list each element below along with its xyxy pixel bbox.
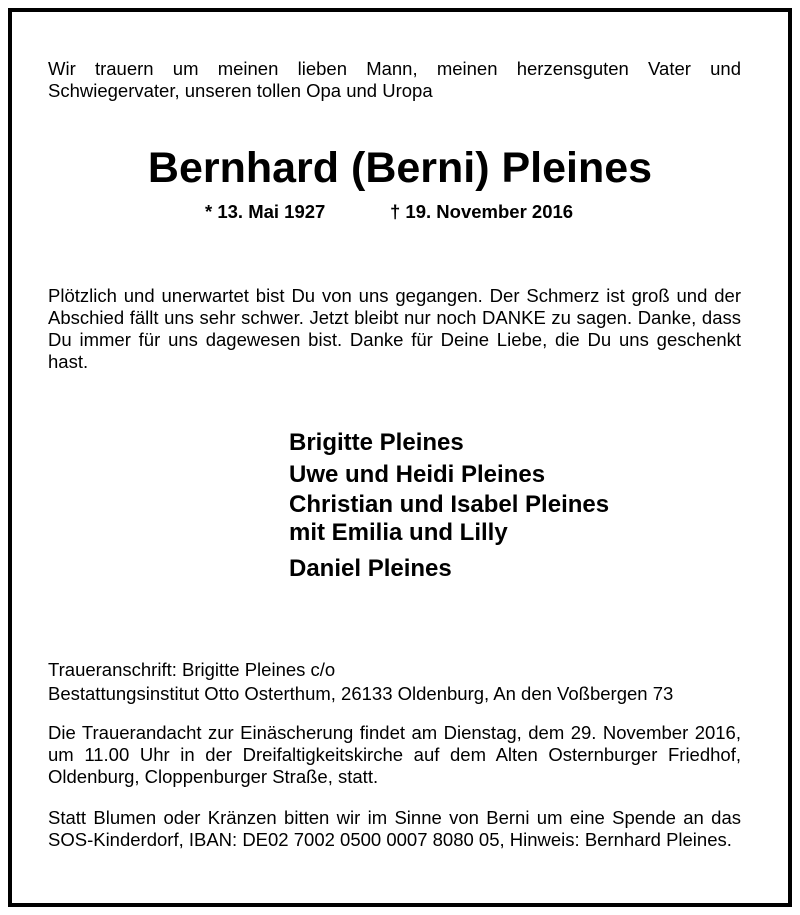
- death-date: † 19. November 2016: [390, 201, 574, 222]
- mourner-name: mit Emilia und Lilly: [289, 519, 508, 546]
- address-line: Traueranschrift: Brigitte Pleines c/o: [48, 659, 336, 680]
- farewell-message: Plötzlich und unerwartet bist Du von uns gegangen. Der Schmerz ist groß und der Abschied fällt uns sehr schwer. Jetzt bleibt nur noch DANKE zu sagen. Danke, dass Du immer für uns dagewesen bist. Danke für Deine Liebe, die Du uns geschenkt hast.: [48, 285, 741, 372]
- mourner-name: Christian und Isabel Pleines: [289, 491, 610, 518]
- intro-text: Wir trauern um meinen lieben Mann, meinen herzensguten Vater und Schwiegervater, unseren tollen Opa und Uropa: [48, 58, 741, 101]
- birth-date: * 13. Mai 1927: [205, 201, 326, 222]
- mourning-address: [48, 658, 741, 706]
- mourner-name: Brigitte Pleines: [289, 429, 464, 456]
- mourner-name: Uwe und Heidi Pleines: [289, 461, 546, 488]
- donation-notice: Statt Blumen oder Kränzen bitten wir im Sinne von Berni um eine Spende an das SOS-Kinderdorf, IBAN: DE02 7002 0500 0007 8080 05, Hinweis: Bernhard Pleines.: [48, 807, 741, 850]
- mourners-list: [289, 427, 609, 585]
- deceased-name: Bernhard (Berni) Pleines: [147, 144, 653, 192]
- mourner-name: Daniel Pleines: [289, 555, 452, 582]
- service-notice: Die Trauerandacht zur Einäscherung findet am Dienstag, dem 29. November 2016, um 11.00 Uhr in der Dreifaltigkeitskirche auf dem Alten Osternburger Friedhof, Oldenburg, Cloppenburger Straße, statt.: [48, 722, 741, 787]
- address-line: Bestattungsinstitut Otto Osterthum, 26133 Oldenburg, An den Voßbergen 73: [48, 683, 674, 704]
